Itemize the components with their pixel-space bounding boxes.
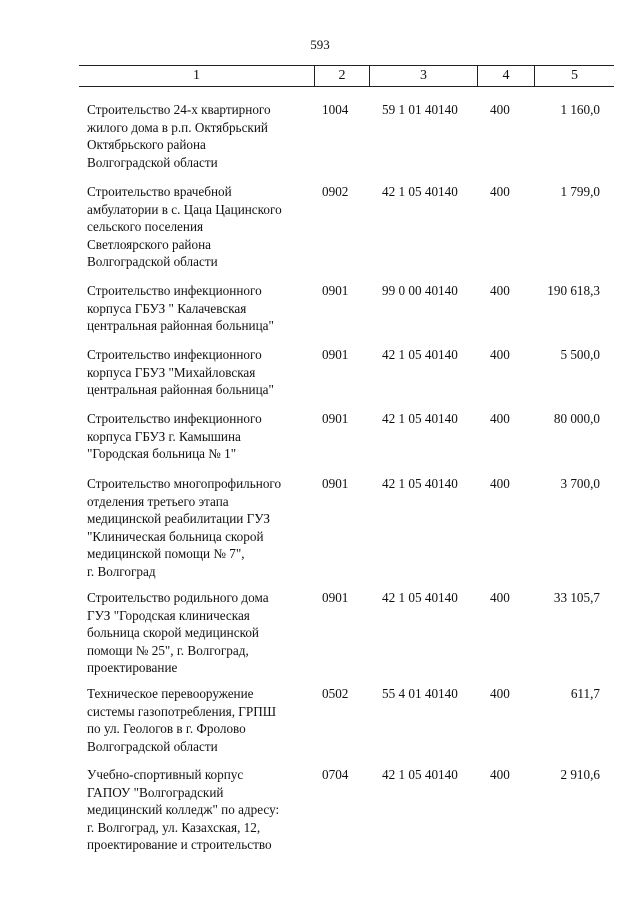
amount: 5 500,0 [560, 347, 600, 362]
column-header-5: 5 [534, 66, 614, 86]
column-header-1: 1 [193, 68, 200, 83]
column-header-3: 3 [369, 66, 477, 86]
section-code: 0901 [322, 347, 349, 362]
target-article-code: 42 1 05 40140 [382, 476, 458, 491]
target-article-code: 55 4 01 40140 [382, 686, 458, 701]
expense-type: 400 [490, 767, 510, 782]
expense-type: 400 [490, 102, 510, 117]
expense-type: 400 [490, 476, 510, 491]
section-code: 0901 [322, 590, 349, 605]
section-code: 1004 [322, 102, 349, 117]
target-article-code: 99 0 00 40140 [382, 283, 458, 298]
object-name: Строительство инфекционного корпуса ГБУЗ " Калачевская центральная районная больница" [87, 283, 274, 333]
expense-type: 400 [490, 686, 510, 701]
column-header-2: 2 [314, 66, 369, 86]
target-article-code: 42 1 05 40140 [382, 411, 458, 426]
page-number: 593 [310, 37, 330, 52]
expense-type: 400 [490, 283, 510, 298]
object-name: Строительство 24-х квартирного жилого дома в р.п. Октябрьский Октябрьского района Волгоградской области [87, 102, 271, 170]
amount: 2 910,6 [560, 767, 600, 782]
section-code: 0901 [322, 411, 349, 426]
amount: 190 618,3 [547, 283, 600, 298]
column-header-4: 4 [477, 66, 534, 86]
amount: 1 160,0 [560, 102, 600, 117]
object-name: Строительство родильного дома ГУЗ "Городская клиническая больница скорой медицинской помощи № 25", г. Волгоград, проектирование [87, 590, 269, 675]
object-name: Строительство инфекционного корпуса ГБУЗ "Михайловская центральная районная больница" [87, 347, 274, 397]
amount: 80 000,0 [553, 411, 600, 426]
object-name: Учебно-спортивный корпус ГАПОУ "Волгоградский медицинский колледж" по адресу: г. Волгоград, ул. Казахская, 12, проектирование и строительство [87, 767, 280, 852]
section-code: 0704 [322, 767, 349, 782]
section-code: 0901 [322, 283, 349, 298]
object-name: Строительство инфекционного корпуса ГБУЗ г. Камышина "Городская больница № 1" [87, 411, 262, 461]
target-article-code: 59 1 01 40140 [382, 102, 458, 117]
expense-type: 400 [490, 184, 510, 199]
amount: 611,7 [570, 686, 600, 701]
target-article-code: 42 1 05 40140 [382, 590, 458, 605]
amount: 1 799,0 [560, 184, 600, 199]
expense-type: 400 [490, 347, 510, 362]
target-article-code: 42 1 05 40140 [382, 767, 458, 782]
target-article-code: 42 1 05 40140 [382, 347, 458, 362]
table-header [79, 65, 614, 87]
object-name: Строительство врачебной амбулатории в с. Цаца Цацинского сельского поселения Светлоярского района Волгоградской области [87, 184, 282, 269]
object-name: Техническое перевооружение системы газопотребления, ГРПШ по ул. Геологов в г. Фролово Волгоградской области [87, 686, 277, 754]
expense-type: 400 [490, 590, 510, 605]
amount: 33 105,7 [553, 590, 600, 605]
section-code: 0502 [322, 686, 349, 701]
expense-type: 400 [490, 411, 510, 426]
object-name: Строительство многопрофильного отделения третьего этапа медицинской реабилитации ГУЗ "Клиническая больница скорой медицинской помощи № 7", г. Волгоград [87, 476, 282, 579]
target-article-code: 42 1 05 40140 [382, 184, 458, 199]
section-code: 0901 [322, 476, 349, 491]
section-code: 0902 [322, 184, 349, 199]
amount: 3 700,0 [560, 476, 600, 491]
